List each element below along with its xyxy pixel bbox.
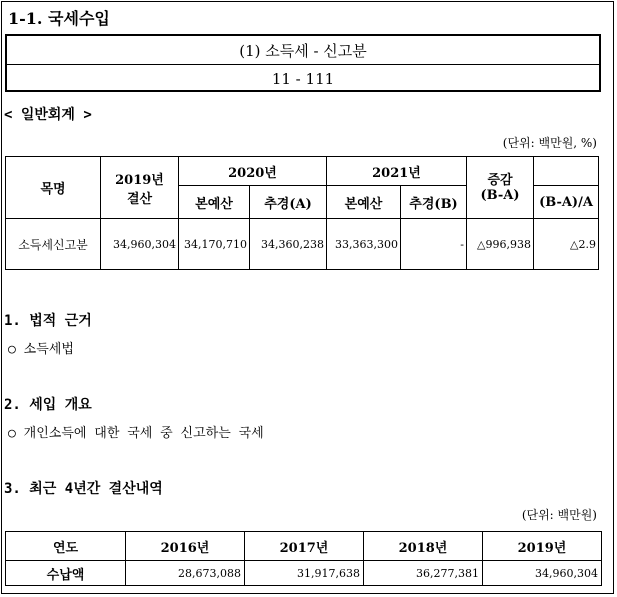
- receipts-2017: 31,917,638: [245, 561, 364, 586]
- header-change-label: 증감: [487, 173, 513, 188]
- cell-2019: 34,960,304: [101, 219, 179, 270]
- category-name: (1) 소득세 - 신고분: [7, 36, 599, 65]
- header-2021: 2021년: [327, 157, 467, 186]
- cell-2020-supp: 34,360,238: [250, 219, 327, 270]
- receipts-2019: 34,960,304: [483, 561, 602, 586]
- unit-label: (단위: 백만원, %): [502, 136, 597, 150]
- page-title: 1-1. 국세수입: [8, 9, 110, 28]
- header-2019: [101, 157, 179, 219]
- section-overview: 2. 세입 개요: [4, 397, 92, 413]
- header-year-2018: 2018년: [364, 532, 483, 561]
- header-year-2017: 2017년: [245, 532, 364, 561]
- cell-change: △996,938: [467, 219, 534, 270]
- section-legal-basis: 1. 법적 근거: [4, 313, 92, 329]
- history-table: [5, 531, 602, 586]
- legal-basis-item: ○ 소득세법: [8, 342, 74, 357]
- account-subtitle: < 일반회계 >: [4, 107, 92, 123]
- header-budget-2020: 본예산: [179, 186, 250, 219]
- unit-label-2: (단위: 백만원): [521, 508, 597, 522]
- category-code: 11 - 111: [271, 69, 335, 88]
- header-budget-2021: 본예산: [327, 186, 401, 219]
- cell-2020-budget: 34,170,710: [179, 219, 250, 270]
- receipts-2016: 28,673,088: [126, 561, 245, 586]
- category-box: [5, 34, 601, 92]
- header-change: [467, 157, 534, 219]
- header-item: 목명: [6, 157, 101, 219]
- cell-2021-supp: -: [401, 219, 467, 270]
- header-year-2019: 2019년: [483, 532, 602, 561]
- header-supp-a: 추경(A): [250, 186, 327, 219]
- receipts-2018: 36,277,381: [364, 561, 483, 586]
- header-change-sub: (B-A): [480, 188, 520, 203]
- header-2019-sub: 결산: [126, 191, 153, 207]
- section-history: 3. 최근 4년간 결산내역: [4, 481, 163, 497]
- header-2020: 2020년: [179, 157, 327, 186]
- header-ratio: (B-A)/A: [534, 186, 599, 219]
- cell-2021-budget: 33,363,300: [327, 219, 401, 270]
- row-receipts-label: 수납액: [6, 561, 126, 586]
- budget-table: [5, 156, 599, 270]
- header-year: 연도: [6, 532, 126, 561]
- header-year-2016: 2016년: [126, 532, 245, 561]
- header-2019-year: 2019년: [115, 172, 164, 188]
- cell-ratio: △2.9: [534, 219, 599, 270]
- header-ratio-top: [534, 157, 599, 186]
- row-label: 소득세신고분: [6, 219, 101, 270]
- header-supp-b: 추경(B): [401, 186, 467, 219]
- overview-item: ○ 개인소득에 대한 국세 중 신고하는 국세: [8, 426, 264, 441]
